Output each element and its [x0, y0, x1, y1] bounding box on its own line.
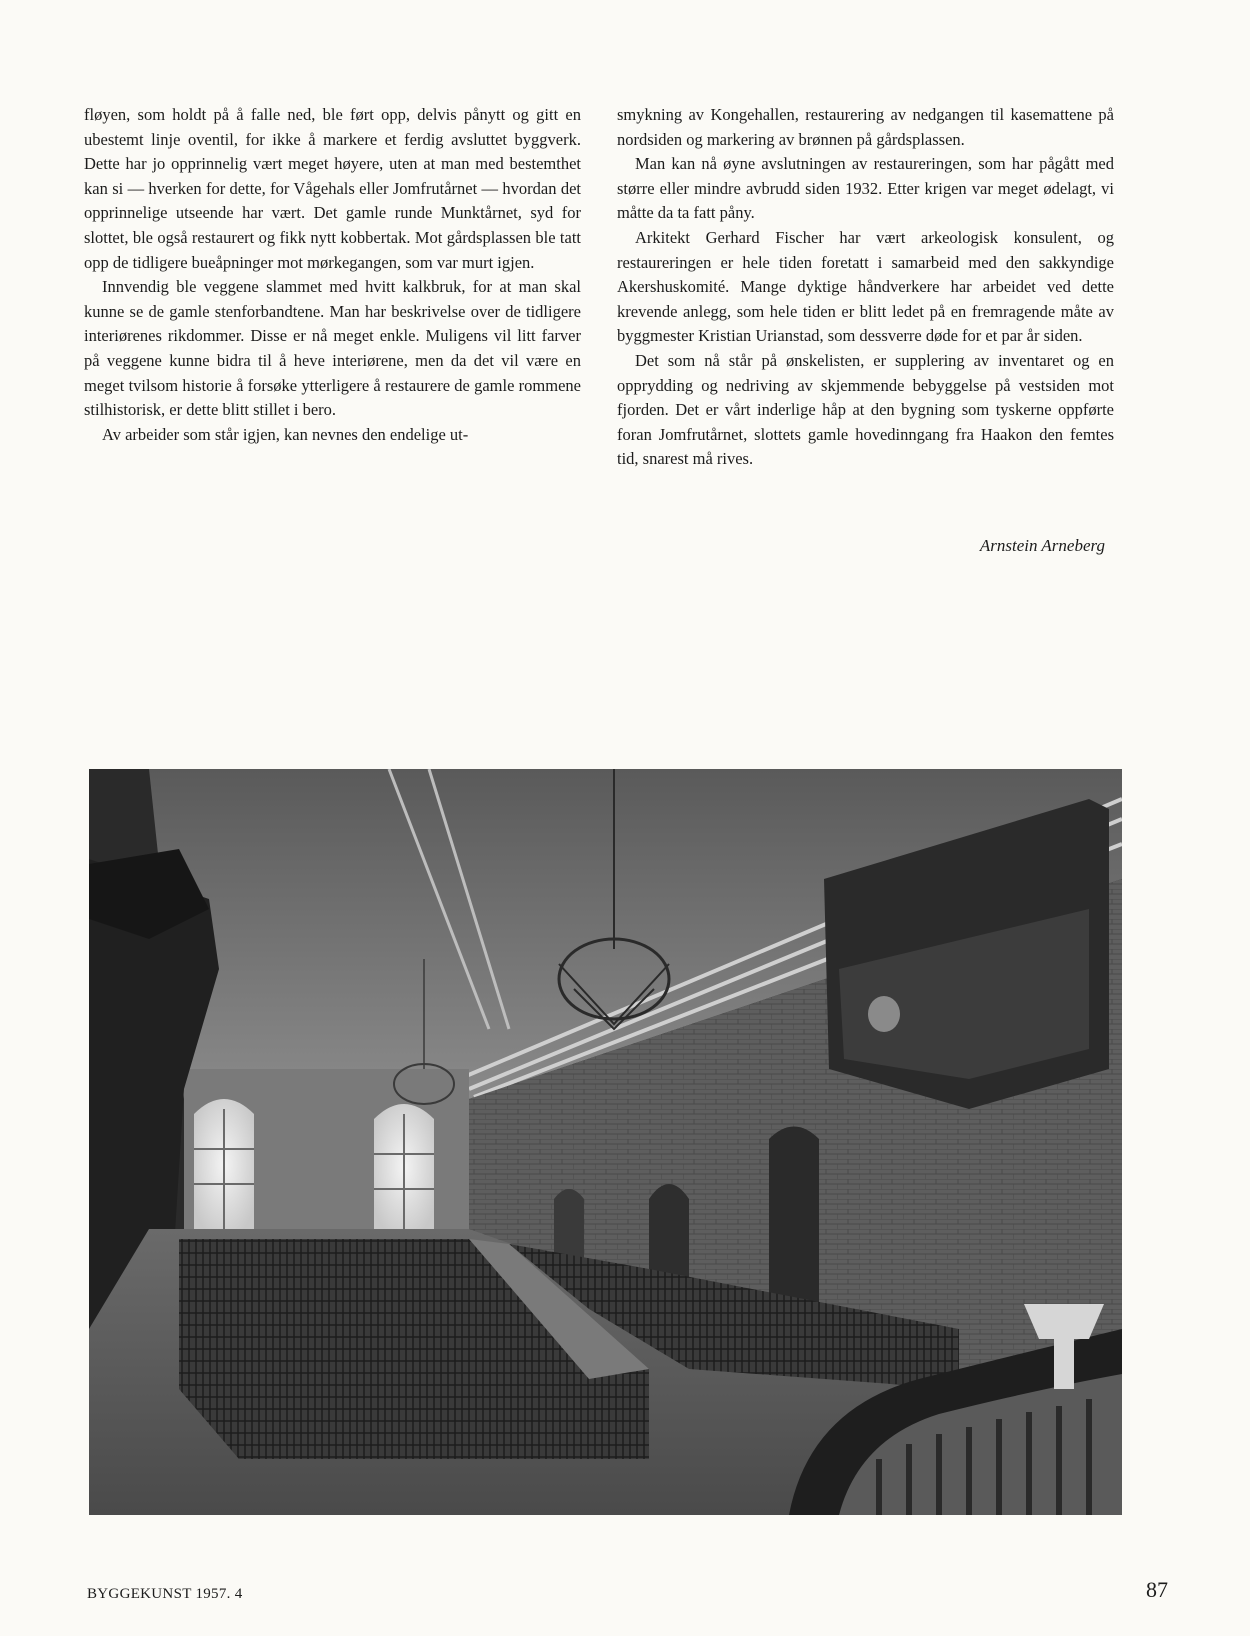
- paragraph: smykning av Kongehallen, restaurering av nedgangen til kasemattene på nordsiden og markering av brønnen på gårdsplassen.: [617, 105, 1114, 149]
- paragraph: Av arbeider som står igjen, kan nevnes den endelige ut-: [102, 424, 469, 444]
- page-number: 87: [1146, 1577, 1168, 1602]
- publication-footer: BYGGEKUNST 1957. 4: [87, 1586, 243, 1602]
- paragraph: fløyen, som holdt på å falle ned, ble ført opp, delvis pånytt og gitt en ubestemt linje oventil, for ikke å markere et ferdig avsluttet byggverk. Dette har jo opprinnelig vært meget høyere, uten at man med bestemthet kan si — hverken for dette, for Vågehals eller Jomfrutårnet — hvordan det opprinnelige utseende har vært. Det gamle runde Munktårnet, syd for slottet, ble også restaurert og fikk nytt kobbertak. Mot gårdsplassen ble tatt opp de tidligere bueåpninger mot mørkegangen, som var murt igjen.: [84, 105, 581, 272]
- paragraph: Innvendig ble veggene slammet med hvitt kalkbruk, for at man skal kunne se de gamle stenforbandtene. Man har beskrivelse over de tidligere interiørenes rikdommer. Disse er nå meget enkle. Muligens vil litt farver på veggene kunne bidra til å heve interiørene, men da det vil være en meget tvilsom historie å forsøke ytterligere å restaurere de gamle rommene stilhistorisk, er dette blitt stillet i bero.: [84, 277, 581, 420]
- paragraph: Man kan nå øyne avslutningen av restaureringen, som har pågått med større eller mindre avbrudd siden 1932. Etter krigen var meget ødelagt, vi måtte da ta fatt påny.: [617, 154, 1114, 223]
- paragraph: Det som nå står på ønskelisten, er supplering av inventaret og en opprydding og nedriving av skjemmende bebyggelse på vestsiden mot fjorden. Det er vårt inderlige håp at den bygning som tyskerne oppførte foran Jomfrutårnet, slottets gamle hovedinngang fra Haakon den femtes tid, snarest må rives.: [617, 350, 1114, 469]
- article-column-left: [84, 103, 581, 447]
- author-signature: Arnstein Arneberg: [979, 536, 1105, 555]
- hall-interior-photo: [89, 769, 1122, 1515]
- paragraph: Arkitekt Gerhard Fischer har vært arkeologisk konsulent, og restaureringen er hele tiden foretatt i samarbeid med den sakkyndige Akershuskomité. Mange dyktige håndverkere har arbeidet ved dette krevende anlegg, som hele tiden er blitt ledet på en fremragende måte av byggmester Kristian Urianstad, som dessverre døde for et par år siden.: [617, 227, 1114, 346]
- article-column-right: [617, 103, 1114, 472]
